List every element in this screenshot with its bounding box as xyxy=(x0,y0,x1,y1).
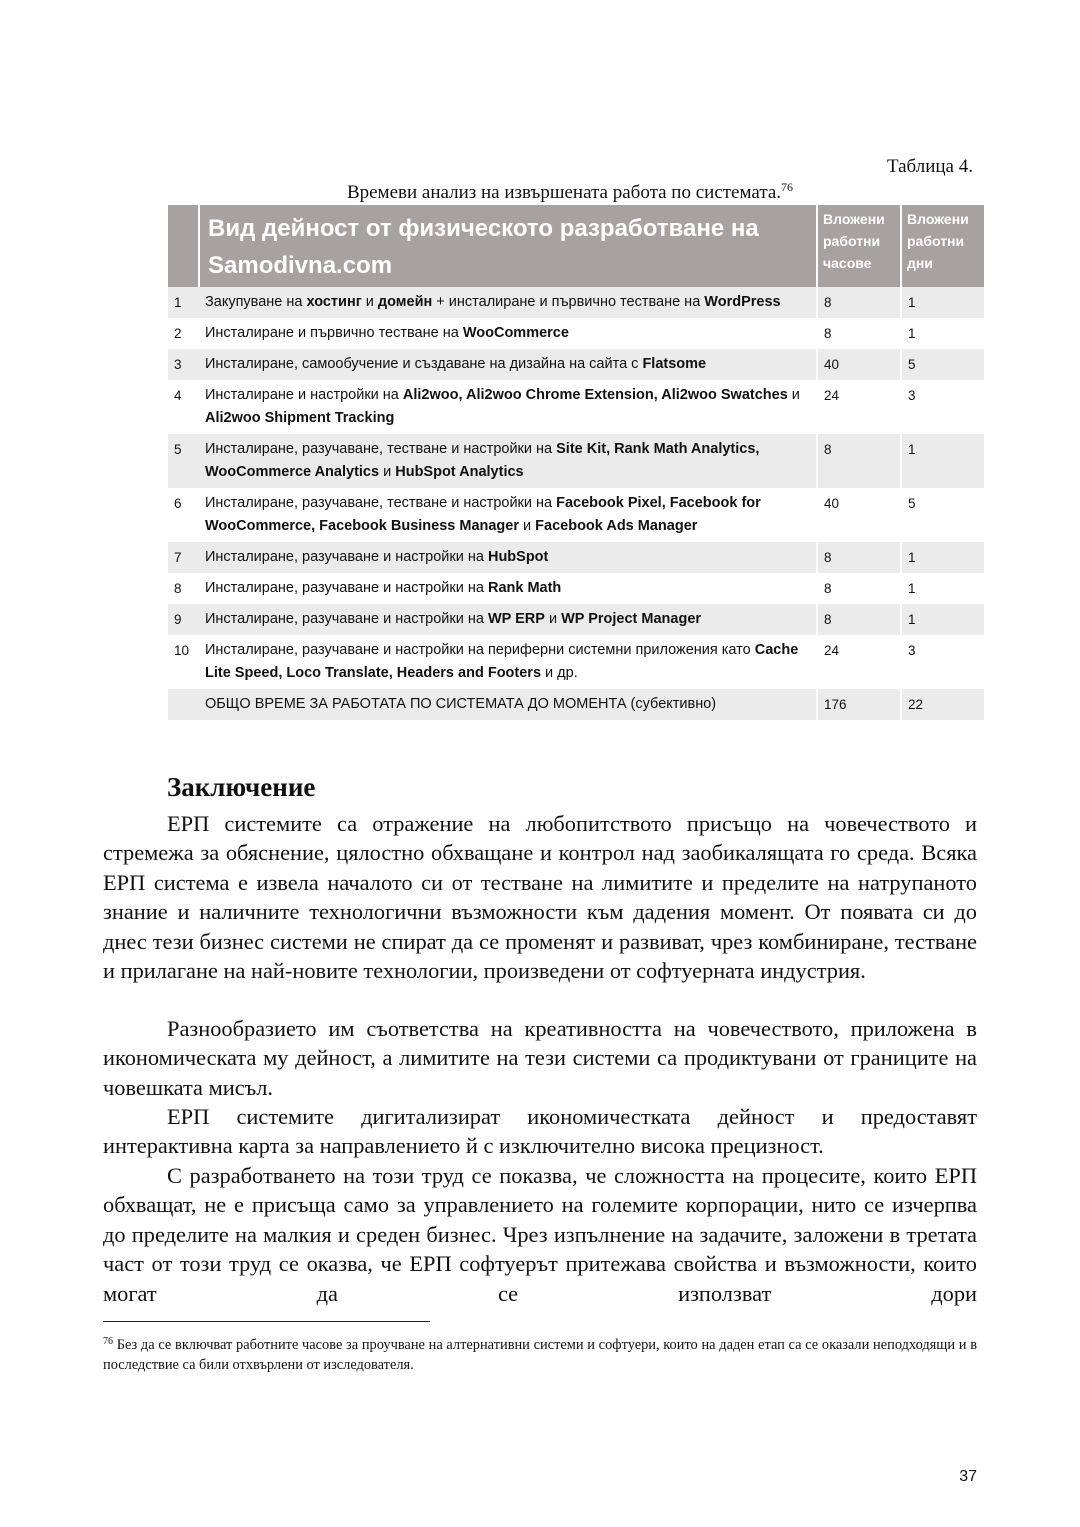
row-days: 1 xyxy=(901,434,984,488)
footnote-separator xyxy=(103,1321,430,1322)
table-body xyxy=(168,287,984,720)
activity-text: Инсталиране, разучаване и настройки на xyxy=(205,549,488,565)
activity-emphasis: Ali2woo, Ali2woo Chrome Extension, Ali2woo Swatches xyxy=(402,387,788,403)
activity-text: Инсталиране и настройки на xyxy=(205,387,403,403)
activity-text: + инсталиране и първично тестване на xyxy=(432,294,705,310)
activity-text: и xyxy=(361,294,378,310)
activity-text: Инсталиране, разучаване и настройки на xyxy=(205,580,488,596)
activity-emphasis: Cache Lite Speed, Loco Translate, Headers and Footers xyxy=(205,642,799,681)
table-caption-text: Времеви анализ на извършената работа по системата. xyxy=(346,182,782,203)
activity-emphasis: HubSpot Analytics xyxy=(395,464,524,480)
activity-text: и xyxy=(544,611,562,627)
page-number: 37 xyxy=(959,1468,977,1485)
row-activity xyxy=(199,349,817,380)
activity-emphasis: Facebook Pixel, Facebook for WooCommerce, Facebook Business Manager xyxy=(205,495,761,534)
row-activity xyxy=(199,488,817,542)
footnote-marker: 76 xyxy=(103,1336,113,1347)
row-number: 2 xyxy=(168,318,199,349)
row-number: 7 xyxy=(168,542,199,573)
row-activity xyxy=(199,542,817,573)
total-label: ОБЩО ВРЕМЕ ЗА РАБОТАТА ПО СИСТЕМАТА ДО МОМЕНТА (субективно) xyxy=(199,689,817,720)
activity-emphasis: WooCommerce xyxy=(462,325,569,341)
row-activity xyxy=(199,287,817,318)
footnote-text: Без да се включват работните часове за проучване на алтернативни системи и софтуери, които на даден етап са се оказали неподходящи и в последствие са били отхвърлени от изследователя. xyxy=(103,1337,977,1373)
row-hours: 8 xyxy=(817,573,901,604)
header-hours: Вложени работни часове xyxy=(817,205,901,287)
activity-emphasis: WP Project Manager xyxy=(561,611,702,627)
row-number: 4 xyxy=(168,380,199,434)
activity-emphasis: Ali2woo Shipment Tracking xyxy=(205,410,395,426)
activity-emphasis: домейн xyxy=(377,294,433,310)
activity-text: Инсталиране, самообучение и създаване на дизайна на сайта с xyxy=(205,356,643,372)
table-row xyxy=(168,542,984,573)
activity-text: и xyxy=(379,464,396,480)
activity-emphasis: WordPress xyxy=(704,294,781,310)
row-days: 5 xyxy=(901,488,984,542)
row-days: 3 xyxy=(901,380,984,434)
paragraph: С разработването на този труд се показва, че сложността на процесите, които ЕРП обхващат, не е присъща само за управлението на големите корпорации, нито се изчерпва до пределите на малкия и среден бизнес. Чрез изпълнение на задачите, заложени в третата част от този труд се оказва, че ЕРП софтуерът притежава свойства и възможности, които могат да се използват дори xyxy=(103,1163,977,1306)
row-activity xyxy=(199,635,817,689)
table-caption xyxy=(0,180,1080,204)
header-activity: Вид дейност от физическото разработване на Samodivna.com xyxy=(199,205,817,287)
section-heading: Заключение xyxy=(167,772,316,802)
activity-emphasis: HubSpot xyxy=(487,549,549,565)
activity-text: Инсталиране, разучаване, тестване и настройки на xyxy=(205,441,557,457)
row-hours: 8 xyxy=(817,434,901,488)
row-number: 8 xyxy=(168,573,199,604)
row-days: 1 xyxy=(901,542,984,573)
row-hours: 24 xyxy=(817,380,901,434)
row-hours: 24 xyxy=(817,635,901,689)
row-number: 5 xyxy=(168,434,199,488)
table-total-row xyxy=(168,689,984,720)
row-activity xyxy=(199,380,817,434)
table-row xyxy=(168,380,984,434)
table-label: Таблица 4. xyxy=(886,156,973,177)
paragraph: Разнообразието им съответства на креативността на човечеството, приложена в икономическата му дейност, а лимитите на тези системи са продиктувани от границите на човешката мисъл. xyxy=(103,1016,977,1100)
activity-text: Инсталиране, разучаване и настройки на xyxy=(205,611,488,627)
activity-emphasis: Facebook Ads Manager xyxy=(535,518,698,534)
total-days: 22 xyxy=(901,689,984,720)
activity-text: Инсталиране и първично тестване на xyxy=(205,325,463,341)
total-number-cell xyxy=(168,689,199,720)
footnote xyxy=(103,1332,977,1375)
row-number: 1 xyxy=(168,287,199,318)
row-days: 1 xyxy=(901,318,984,349)
row-hours: 8 xyxy=(817,604,901,635)
activity-text: и xyxy=(787,387,800,403)
row-number: 10 xyxy=(168,635,199,689)
activity-emphasis: WP ERP xyxy=(487,611,545,627)
row-hours: 8 xyxy=(817,318,901,349)
footnote-reference[interactable]: 76 xyxy=(781,180,794,194)
row-days: 1 xyxy=(901,287,984,318)
table-row xyxy=(168,318,984,349)
time-analysis-table xyxy=(168,205,984,720)
row-hours: 40 xyxy=(817,488,901,542)
row-activity xyxy=(199,318,817,349)
row-hours: 8 xyxy=(817,542,901,573)
row-days: 1 xyxy=(901,604,984,635)
row-activity xyxy=(199,604,817,635)
row-days: 3 xyxy=(901,635,984,689)
activity-emphasis: Rank Math xyxy=(487,580,562,596)
table-row xyxy=(168,573,984,604)
table-header-row xyxy=(168,205,984,287)
activity-text: Закупуване на xyxy=(205,294,307,310)
header-number-cell xyxy=(168,205,199,287)
row-days: 5 xyxy=(901,349,984,380)
activity-emphasis: Site Kit, Rank Math Analytics, WooCommerce Analytics xyxy=(205,441,760,480)
activity-text: и xyxy=(519,518,536,534)
row-days: 1 xyxy=(901,573,984,604)
table-row xyxy=(168,488,984,542)
activity-text: Инсталиране, разучаване, тестване и настройки на xyxy=(205,495,557,511)
activity-text: Инсталиране, разучаване и настройки на периферни системни приложения като xyxy=(205,642,755,658)
row-hours: 8 xyxy=(817,287,901,318)
paragraph: ЕРП системите са отражение на любопитството присъщо на човечеството и стремежа за обяснение, цялостно обхващане и контрол над заобикалящата го среда. Всяка ЕРП система е извела началото си от тестване на лимитите и пределите на натрупаното знание и наличните технологични възможности към дадения момент. От появата си до днес тези бизнес системи не спират да се променят и развиват, чрез комбиниране, тестване и прилагане на най-новите технологии, произведени от софтуерната индустрия. xyxy=(103,811,977,984)
paragraph: ЕРП системите дигитализират икономичестката дейност и предоставят интерактивна карта за направлението й с изключително висока прецизност. xyxy=(103,1104,977,1159)
table-row xyxy=(168,604,984,635)
header-days: Вложени работни дни xyxy=(901,205,984,287)
row-activity xyxy=(199,573,817,604)
table-row xyxy=(168,434,984,488)
activity-emphasis: Flatsome xyxy=(642,356,707,372)
activity-text: и др. xyxy=(541,665,578,681)
row-number: 9 xyxy=(168,604,199,635)
row-hours: 40 xyxy=(817,349,901,380)
table-row xyxy=(168,635,984,689)
activity-emphasis: хостинг xyxy=(306,294,362,310)
total-hours: 176 xyxy=(817,689,901,720)
table-row xyxy=(168,349,984,380)
row-number: 6 xyxy=(168,488,199,542)
table-row xyxy=(168,287,984,318)
row-number: 3 xyxy=(168,349,199,380)
row-activity xyxy=(199,434,817,488)
